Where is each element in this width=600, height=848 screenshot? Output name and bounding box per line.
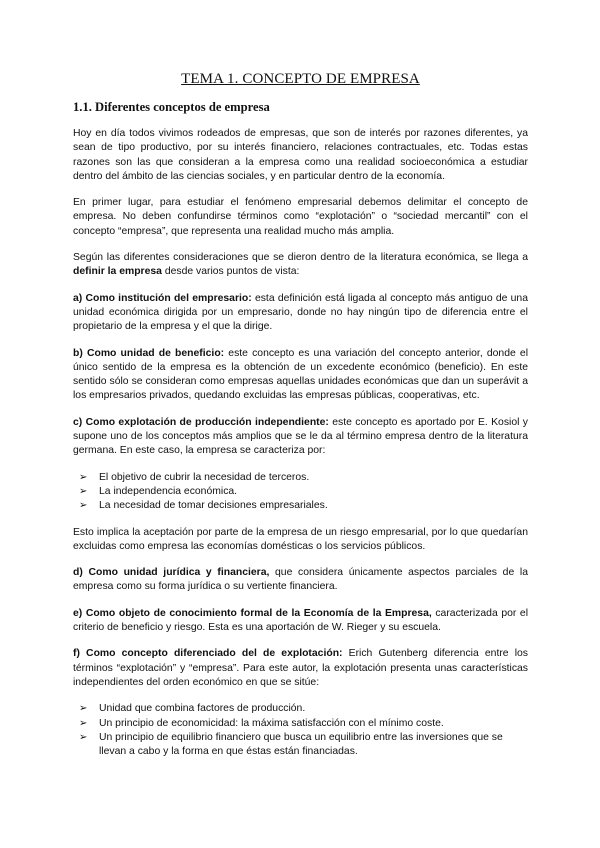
list-item <box>73 702 528 716</box>
section-d-heading: d) Como unidad jurídica y financiera, <box>73 567 270 579</box>
arrow-bullet-icon: ➢ <box>79 471 88 483</box>
paragraph-viewpoints <box>73 251 528 280</box>
arrow-bullet-icon: ➢ <box>79 731 88 743</box>
list-item <box>73 731 528 760</box>
list-item-text: Unidad que combina factores de producción. <box>99 703 306 715</box>
viewpoints-text-after: desde varios puntos de vista: <box>161 266 300 278</box>
paragraph-intro: Hoy en día todos vivimos rodeados de empresas, que son de interés por razones diferentes, ya sean de tipo productivo, por su interés financiero, relaciones contractuales, etc. Todas estas razones son las que consideran a la empresa como una realidad socioeconómica a estudiar dentro del ámbito de las ciencias sociales, y en particular dentro de la economía. <box>73 128 528 182</box>
list-item <box>73 485 528 499</box>
arrow-bullet-icon: ➢ <box>79 703 88 715</box>
arrow-bullet-icon: ➢ <box>79 717 88 729</box>
section-c-text: este concepto es aportado por E. Kosiol y supone uno de los conceptos más amplios que se le da al término empresa dentro de la literatura germana. En este caso, la empresa se caracteriza por: <box>73 416 528 457</box>
list-item-text: El objetivo de cubrir la necesidad de terceros. <box>99 471 310 483</box>
section-c <box>73 416 528 459</box>
section-c-bullet-list <box>73 471 528 514</box>
section-c-conclusion: Esto implica la aceptación por parte de la empresa de un riesgo empresarial, por lo que quedarían excluidas como empresa las economías domésticas o los servicios públicos. <box>73 526 528 552</box>
section-d <box>73 566 528 595</box>
list-item-text: La necesidad de tomar decisiones empresariales. <box>99 500 328 512</box>
viewpoints-text-before: Según las diferentes consideraciones que se dieron dentro de la literatura económica, se llega a <box>73 252 528 264</box>
section-b-heading: b) Como unidad de beneficio: <box>73 347 225 359</box>
document-body <box>73 70 528 771</box>
list-item-text: Un principio de economicidad: la máxima satisfacción con el mínimo coste. <box>99 717 444 729</box>
section-a <box>73 292 528 335</box>
section-subtitle: 1.1. Diferentes conceptos de empresa <box>73 100 270 114</box>
section-c-heading: c) Como explotación de producción independiente: <box>73 416 329 428</box>
arrow-bullet-icon: ➢ <box>79 500 88 512</box>
section-f-heading: f) Como concepto diferenciado del de explotación: <box>73 648 343 660</box>
list-item <box>73 471 528 485</box>
section-b-text: este concepto es una variación del concepto anterior, donde el único sentido de la empresa es la obtención de un excedente económico (beneficio). En este sentido sólo se consideran como empresas aquellas unidades económicas que dan un superávit a los empresarios privados, quedando excluidas las empresas públicas, cooperativas, etc. <box>73 347 528 402</box>
viewpoints-bold: definir la empresa <box>73 266 162 278</box>
section-e <box>73 607 528 636</box>
paragraph-definition: En primer lugar, para estudiar el fenómeno empresarial debemos delimitar el concepto de empresa. No deben confundirse términos como “explotación” o “sociedad mercantil” con el concepto “empresa”, que representa una realidad mucho más amplia. <box>73 197 528 237</box>
section-e-heading: e) Como objeto de conocimiento formal de la Economía de la Empresa, <box>73 607 432 619</box>
section-f <box>73 647 528 690</box>
list-item-text: Un principio de equilibrio financiero que busca un equilibrio entre las inversiones que se llevan a cabo y la forma en que éstas están financiadas. <box>99 731 503 758</box>
list-item <box>73 499 528 513</box>
section-a-heading: a) Como institución del empresario: <box>73 292 252 304</box>
page-title: TEMA 1. CONCEPTO DE EMPRESA <box>181 71 420 87</box>
list-item-text: La independencia económica. <box>99 485 238 497</box>
section-b <box>73 347 528 404</box>
section-d-text: que considera únicamente aspectos parciales de la empresa como su forma jurídica o su vertiente financiera. <box>73 567 528 593</box>
list-item <box>73 717 528 731</box>
section-e-text: caracterizada por el criterio de beneficio y riesgo. Esta es una aportación de W. Rieger y su escuela. <box>73 607 529 634</box>
section-f-text: Erich Gutenberg diferencia entre los términos “explotación” y “empresa”. Para este autor, la explotación presenta unas características independientes del orden económico en que se sitúe: <box>73 648 528 688</box>
arrow-bullet-icon: ➢ <box>79 485 88 497</box>
section-f-bullet-list <box>73 702 528 759</box>
section-a-text: esta definición está ligada al concepto más antiguo de una unidad económica dirigida por un empresario, donde no hay ningún tipo de diferencia entre el propietario de la empresa y el que la dirige. <box>73 292 528 333</box>
